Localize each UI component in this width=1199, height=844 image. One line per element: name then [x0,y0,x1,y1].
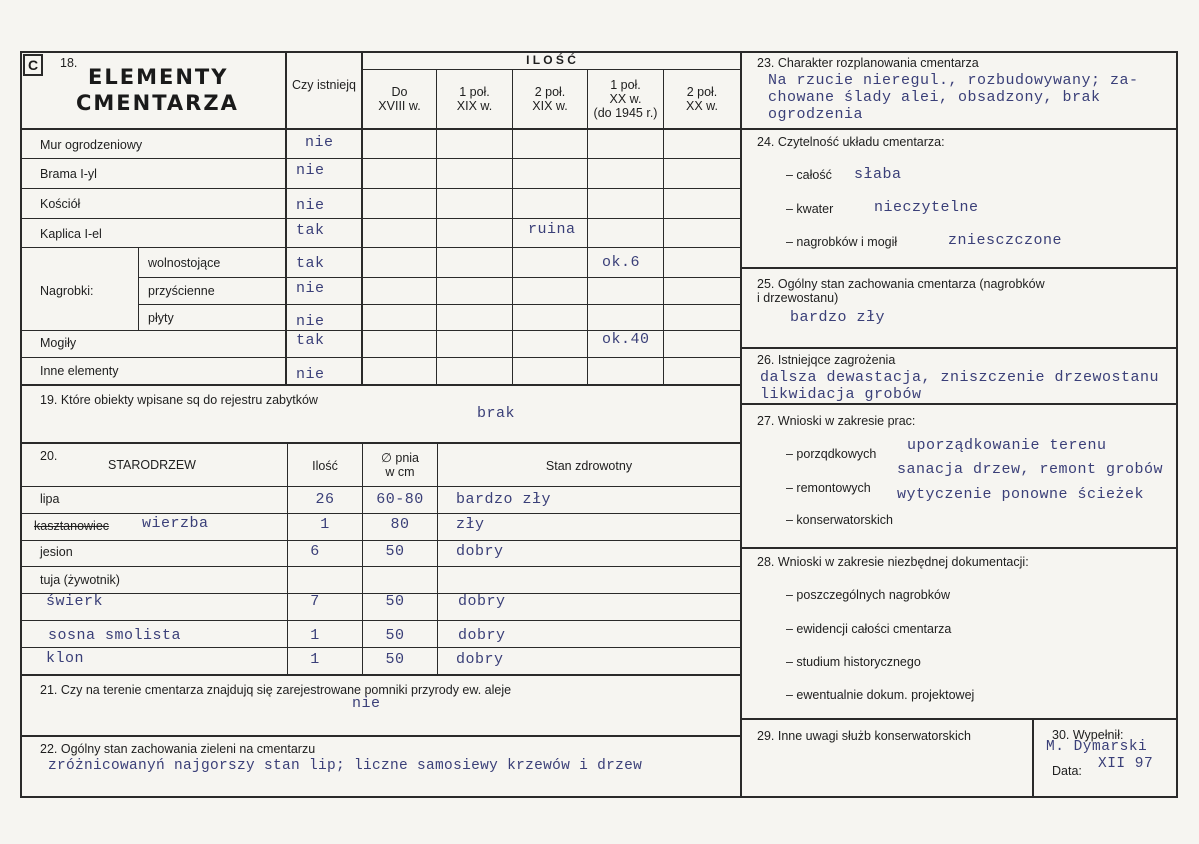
hline [20,735,742,737]
hline [20,513,742,514]
row-label-wolnostojace: wolnostojące [148,256,221,270]
tree-name: klon [46,650,85,667]
q22-answer: zróżnicowanyń najgorszy stan lip; liczne samosiewy krzewów i drzew [48,758,643,774]
value-kaplica: tak [296,222,325,239]
q24-label: 24. Czytelność układu cmentarza: [757,135,945,149]
value-mogily-qty: ok.40 [602,331,650,348]
period-col-4: 1 poł. XX w. (do 1945 r.) [593,78,658,120]
q24-item-answer: zniesczczone [948,232,1063,249]
q26-label: 26. Istniejqce zagrożenia [757,353,896,367]
ilosc-underline [362,69,740,70]
tree-diam: 50 [385,651,405,668]
q30-name: M. Dymarski [1046,739,1148,755]
q28-item: – ewidencji całości cmentarza [786,622,952,636]
section-letter-box [23,54,43,76]
tree-diam: 50 [385,593,405,610]
q24-item-answer: nieczytelne [874,199,979,216]
q24-item-answer: słaba [854,166,902,183]
tree-qty: 26 [315,491,335,508]
value-przyscienne: nie [296,280,325,297]
section-letter: C [27,57,39,73]
q29-label: 29. Inne uwagi służb konserwatorskich [757,729,972,743]
value-plyty: nie [296,313,325,330]
q24-item-label: – całość [786,168,832,182]
value-mur: nie [305,134,334,151]
q19-label: 19. Które obiekty wpisane sq do rejestru zabytków [40,393,318,407]
tree-qty: 7 [310,593,320,610]
frame-left [20,51,22,798]
row-label-mur: Mur ogrodzeniowy [40,138,143,152]
q21-label: 21. Czy na terenie cmentarza znajdujq się zarejestrowane pomniki przyrody ew. aleje [40,683,512,697]
q28-item: – poszczególnych nagrobków [786,588,950,602]
tree-health: dobry [458,627,506,644]
hline [138,304,742,305]
tree-name: sosna smolista [48,627,182,644]
title-line1: ELEMENTY [88,65,229,89]
value-kosciol: nie [296,197,325,214]
hline [20,566,742,567]
hline [20,357,742,358]
period-col-3: 2 poł. XIX w. [532,85,568,113]
vline [1032,718,1034,798]
hline [740,403,1178,405]
value-wolnostojace-qty: ok.6 [602,254,641,271]
value-brama: nie [296,162,325,179]
tree-diam: 50 [385,543,405,560]
value-wolnostojace: tak [296,255,325,272]
hline [740,347,1178,349]
hline [740,547,1178,549]
q23-label: 23. Charakter rozplanowania cmentarza [757,56,979,70]
row-label-inne: Inne elementy [40,364,119,378]
tree-name-struck: kasztanowiec [34,519,110,533]
row-label-plyty: płyty [148,311,174,325]
q22-label: 22. Ogólny stan zachowania zieleni na cmentarzu [40,742,316,756]
title-line2: CMENTARZA [76,91,239,115]
tree-name: jesion [40,545,73,559]
row-label-nagrobki: Nagrobki: [40,284,94,298]
value-kaplica-note: ruina [528,221,576,238]
q20-header: STARODRZEW [108,458,196,472]
q24-item-label: – nagrobków i mogił [786,235,898,249]
vline [437,442,438,675]
q28-label: 28. Wnioski w zakresie niezbędnej dokumentacji: [757,555,1029,569]
vline [436,69,437,385]
hline [20,247,742,248]
q20-number: 20. [40,449,58,463]
trees-col-diam: ∅ pnia w cm [381,451,419,479]
trees-col-qty: Ilość [312,459,338,473]
q19-answer: brak [477,405,516,422]
hline [20,384,742,386]
hline [20,188,742,189]
q27-item-label: – remontowych [786,481,871,495]
row-label-mogily: Mogiły [40,336,77,350]
value-inne: nie [296,366,325,383]
q25-label-line1: 25. Ogólny stan zachowania cmentarza (nagrobków [757,277,1045,291]
period-col-5: 2 poł. XX w. [686,85,718,113]
q30-label: 30. Wypełnił: [1052,728,1124,742]
q26-answer-line2: likwidacja grobów [760,386,922,403]
frame-right [1176,51,1178,798]
q27-item-label: – porzqdkowych [786,447,877,461]
vline [138,247,139,331]
q27-item-answer: sanacja drzew, remont grobów [897,461,1164,478]
row-label-brama: Brama I-yl [40,167,97,181]
tree-health: dobry [458,593,506,610]
trees-col-health: Stan zdrowotny [545,459,633,473]
q25-label-line2: i drzewostanu) [757,291,839,305]
tree-health: bardzo zły [456,491,552,508]
tree-name: świerk [46,593,104,610]
q26-answer-line1: dalsza dewastacja, zniszczenie drzewostanu [760,369,1160,386]
q30-date: XII 97 [1098,756,1154,772]
frame-bottom [20,796,1178,798]
col-exists-header: Czy istniejq [292,78,356,92]
q21-answer: nie [352,695,381,712]
row-label-kaplica: Kaplica I-el [40,227,102,241]
center-divider [740,51,742,798]
hline [20,218,742,219]
period-col-2: 1 poł. XIX w. [456,85,493,113]
q30-date-label: Data: [1052,764,1082,778]
vline [285,51,287,385]
q23-answer-line3: ogrodzenia [768,106,864,123]
tree-name: tuja (żywotnik) [40,573,120,587]
tree-qty: 1 [310,627,320,644]
vline [663,69,664,385]
tree-diam: 80 [390,516,410,533]
period-col-1: Do XVIII w. [378,85,421,113]
hline [740,718,1178,720]
tree-qty: 1 [320,516,330,533]
hline [20,620,742,621]
q24-item-label: – kwater [786,202,834,216]
q27-item-label: – konserwatorskich [786,513,893,527]
tree-name-replacement: wierzba [142,515,209,532]
hline [20,128,742,130]
hline [20,486,742,487]
hline [20,647,742,648]
tree-qty: 6 [310,543,320,560]
row-label-kosciol: Kościół [40,197,81,211]
tree-qty: 1 [310,651,320,668]
q28-item: – ewentualnie dokum. projektowej [786,688,975,702]
vline [512,69,513,385]
row-label-przyscienne: przyścienne [148,284,215,298]
section-number: 18. [60,56,78,70]
q23-answer-line2: chowane ślady alei, obsadzony, brak [768,89,1101,106]
q27-item-answer: wytyczenie ponowne ścieżek [897,486,1145,503]
q25-answer: bardzo zły [790,309,886,326]
tree-health: dobry [456,651,504,668]
tree-health: zły [456,516,485,533]
hline [740,128,1178,130]
q27-label: 27. Wnioski w zakresie prac: [757,414,916,428]
ilosc-header: I L O Ś Ć [526,53,576,67]
tree-health: dobry [456,543,504,560]
tree-diam: 50 [385,627,405,644]
hline [20,540,742,541]
tree-name: lipa [40,492,60,506]
q27-item-answer: uporządkowanie terenu [907,437,1107,454]
hline [138,277,742,278]
hline [20,158,742,159]
q28-item: – studium historycznego [786,655,921,669]
tree-diam: 60-80 [376,491,424,508]
q23-answer-line1: Na rzucie nieregul., rozbudowywany; za- [768,72,1139,89]
value-mogily: tak [296,332,325,349]
hline [20,442,742,444]
hline [20,674,742,676]
hline [740,267,1178,269]
